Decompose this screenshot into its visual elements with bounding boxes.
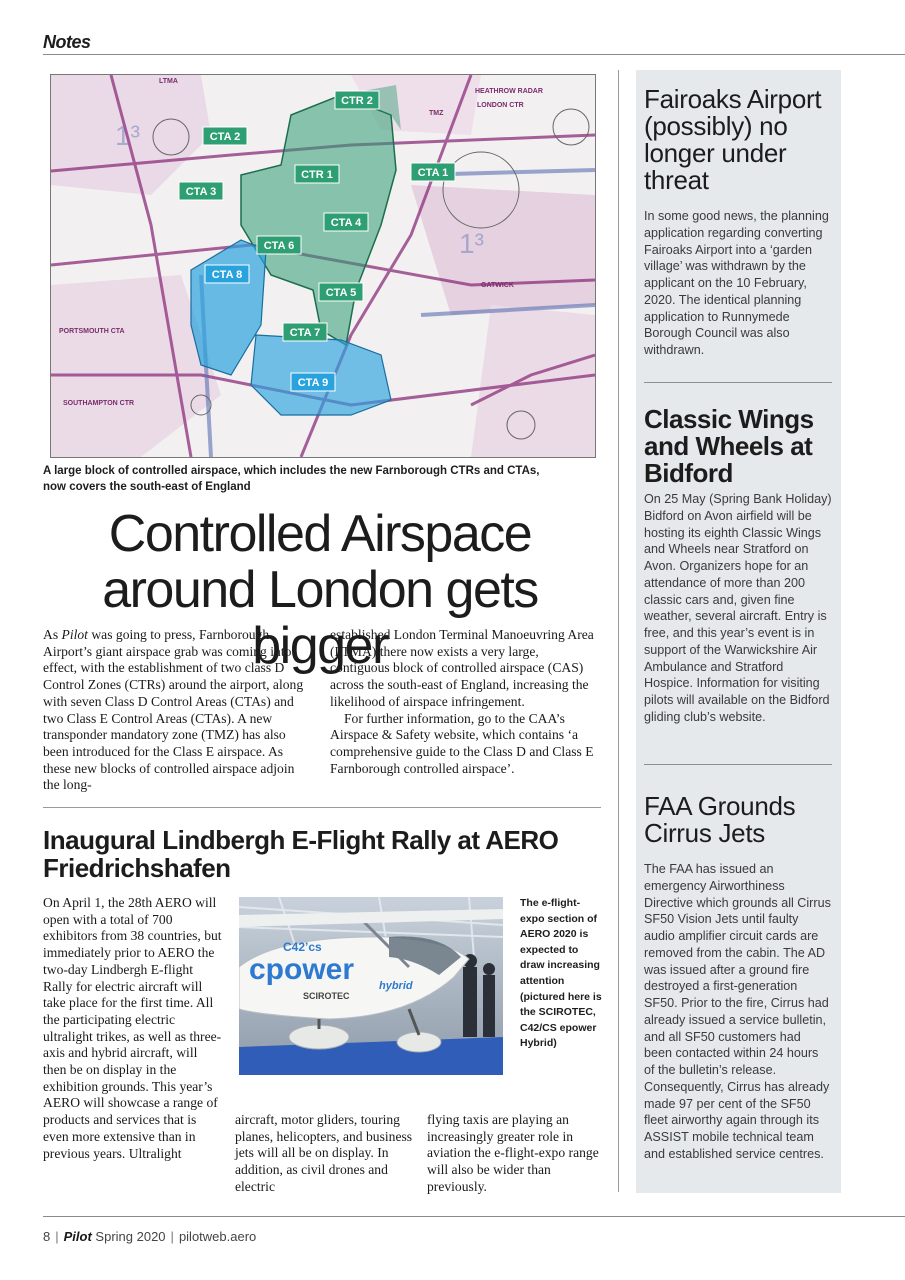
map-tag-ctr1 <box>295 165 339 183</box>
svg-text:CTR 1: CTR 1 <box>301 169 333 181</box>
section-rule <box>43 807 601 808</box>
svg-text:LTMA: LTMA <box>159 78 178 85</box>
article-paragraph: For further information, go to the CAA’s Airspace & Safety website, which contains ‘a comprehensive guide to the Class D and Class E Farnborough controlled airspace’. <box>330 710 594 776</box>
map-caption: A large block of controlled airspace, which includes the new Farnborough CTRs and CTAs, now covers the south-east of England <box>43 465 540 493</box>
svg-text:TMZ: TMZ <box>429 110 444 117</box>
svg-text:C42’cs: C42’cs <box>283 940 322 954</box>
aircraft-photo-figure <box>239 897 503 1075</box>
rally-column-1 <box>43 895 223 1162</box>
svg-text:cpower: cpower <box>249 953 355 986</box>
rally-column-3 <box>427 1112 603 1196</box>
svg-text:GATWICK: GATWICK <box>481 282 514 289</box>
rally-paragraph: flying taxis are playing an increasingly greater role in aviation the e-flight-expo range will also be wider than previously. <box>427 1112 599 1194</box>
map-tag-cta2 <box>203 127 247 145</box>
issue-label: Spring 2020 <box>95 1229 166 1244</box>
svg-text:CTA 3: CTA 3 <box>185 186 217 198</box>
sidebar-item-bidford <box>644 406 832 726</box>
article-column-1 <box>43 627 309 794</box>
sidebar-item-fairoaks <box>644 86 832 359</box>
svg-text:CTA 8: CTA 8 <box>211 269 243 281</box>
airspace-map-figure <box>51 75 595 457</box>
sidebar-rule <box>644 764 832 765</box>
footer-separator: | <box>55 1229 59 1244</box>
website-label[interactable]: pilotweb.aero <box>178 1229 257 1244</box>
svg-text:CTA 4: CTA 4 <box>330 217 362 229</box>
rally-headline: Inaugural Lindbergh E-Flight Rally at AERO Friedrichshafen <box>43 825 559 883</box>
page-number: 8 <box>43 1229 51 1244</box>
sidebar-title: Classic Wings and Wheels at Bidford <box>644 404 814 488</box>
svg-text:HEATHROW RADAR: HEATHROW RADAR <box>475 88 543 95</box>
sidebar-item-cirrus <box>644 793 832 1163</box>
svg-text:1³: 1³ <box>115 120 140 151</box>
article-headline: Controlled Airspace around London gets bigger <box>102 505 538 675</box>
airspace-map <box>50 74 596 458</box>
svg-text:SOUTHAMPTON CTR: SOUTHAMPTON CTR <box>63 400 135 407</box>
rally-column-2 <box>235 1112 413 1196</box>
top-rule <box>43 54 905 55</box>
footer-separator: | <box>170 1229 174 1244</box>
svg-text:CTA 9: CTA 9 <box>297 377 329 389</box>
svg-text:CTA 7: CTA 7 <box>289 327 321 339</box>
svg-text:PORTSMOUTH CTA: PORTSMOUTH CTA <box>59 328 125 335</box>
map-tag-cta5 <box>319 283 363 301</box>
map-tag-cta4 <box>324 213 368 231</box>
map-tag-cta9 <box>291 373 335 391</box>
sidebar-title: FAA Grounds Cirrus Jets <box>644 791 796 848</box>
bottom-rule <box>43 1216 905 1217</box>
sidebar-text: In some good news, the planning application regarding converting Fairoaks Airport into a ‘garden village’ was withdrawn by the applicant on the 10 February, 2020. The identical planning application to Runnymede Borough Council was also withdrawn. <box>644 209 829 357</box>
sidebar-text: On 25 May (Spring Bank Holiday) Bidford on Avon airfield will be hosting its eighth Classic Wings and Wheels near Stratford on Avon. Organizers hope for an attendance of more than 200 classic cars and, given fine weather, several aircraft. Entry is free, and this year’s event is in support of the Warwickshire Air Ambulance and Stratford Hospice. Information for visiting pilots will available on the Bidford gliding club’s website. <box>644 492 832 724</box>
sidebar-title: Fairoaks Airport (possibly) no longer under threat <box>644 84 822 195</box>
column-divider <box>618 70 619 1192</box>
magazine-name: Pilot <box>63 1229 92 1244</box>
aircraft-photo <box>239 897 503 1075</box>
sidebar-rule <box>644 382 832 383</box>
svg-text:hybrid: hybrid <box>379 980 413 992</box>
article-paragraph: As Pilot was going to press, Farnborough Airport’s giant airspace grab was coming into effect, with the establishment of two class D Control Zones (CTRs) around the airport, along with seven Class D Control Areas (CTAs) and two Class E Control Areas (CTAs). A new transponder mandatory zone (TMZ) has also been introduced for the Class E airspace. As these new blocks of controlled airspace adjoin the long- <box>43 627 304 793</box>
photo-caption: The e-flight-expo section of AERO 2020 is expected to draw increasing attention (pictured here is the SCIROTEC, C42/CS epower Hybrid) <box>520 897 602 1050</box>
svg-text:CTA 6: CTA 6 <box>263 240 295 252</box>
svg-text:CTA 5: CTA 5 <box>325 287 357 299</box>
map-tag-cta7 <box>283 323 327 341</box>
svg-text:1³: 1³ <box>459 228 484 259</box>
rally-paragraph: On April 1, the 28th AERO will open with a total of 700 exhibitors from 38 countries, but immediately prior to AERO the two-day Lindbergh E-flight Rally for electric aircraft will take place for the first time. All the participating electric ultralight trikes, as well as three-axis and hybrid aircraft, will then be on display in the exhibition grounds. This year’s AERO will showcase a range of products and services that is even more extensive than in previous years. Ultralight <box>43 895 222 1161</box>
svg-text:LONDON CTR: LONDON CTR <box>477 102 524 109</box>
map-tag-ctr2 <box>335 91 379 109</box>
map-tag-cta8 <box>205 265 249 283</box>
map-tag-cta3 <box>179 182 223 200</box>
article-column-2 <box>330 627 596 777</box>
map-tag-cta1 <box>411 163 455 181</box>
svg-text:CTR 2: CTR 2 <box>341 95 373 107</box>
rally-paragraph: aircraft, motor gliders, touring planes, helicopters, and business jets will all be on display. In addition, as civil drones and electric <box>235 1112 413 1194</box>
article-paragraph: established London Terminal Manoeuvring Area (LTMA) there now exists a very large, contiguous block of controlled airspace (CAS) across the south-east of England, increasing the likelihood of airspace infringement. <box>330 627 594 709</box>
map-tag-cta6 <box>257 236 301 254</box>
svg-text:SCIROTEC: SCIROTEC <box>303 991 350 1001</box>
sidebar-text: The FAA has issued an emergency Airworthiness Directive which grounds all Cirrus SF50 Vision Jets until faulty audio amplifier circuit cards are removed from the cabin. The AD was issued after a ground fire destroyed a first-generation SF50. Prior to the fire, Cirrus had already issued a service bulletin, and all SF50 customers had been contacted within 24 hours of the bulletin’s release. Consequently, Cirrus has already made 97 per cent of the SF50 fleet airworthy again through its ASSIST mobile technical team and established service centres. <box>644 862 831 1161</box>
page-footer <box>43 1229 256 1244</box>
svg-text:CTA 1: CTA 1 <box>417 167 449 179</box>
news-sidebar <box>636 70 841 1193</box>
section-label: Notes <box>43 32 91 52</box>
svg-text:CTA 2: CTA 2 <box>209 131 241 143</box>
